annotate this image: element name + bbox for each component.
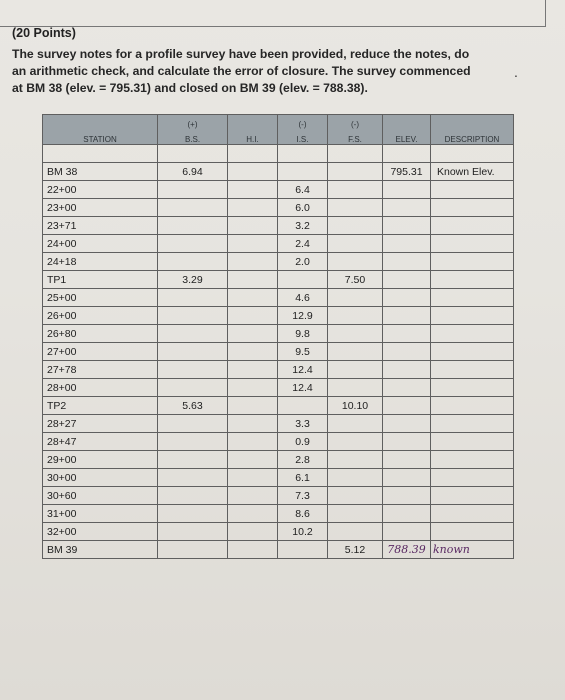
cell-station: 27+00	[43, 343, 158, 361]
cell-hi	[228, 253, 278, 271]
cell-is: 9.5	[278, 343, 328, 361]
cell-desc	[431, 433, 514, 451]
cell-bs	[158, 433, 228, 451]
cell-station: 28+47	[43, 433, 158, 451]
cell-station: 28+27	[43, 415, 158, 433]
handwritten-elev: 788.39	[383, 541, 431, 559]
cell-fs: 5.12	[328, 541, 383, 559]
sign-bs: (+)	[158, 115, 228, 130]
cell-station: TP2	[43, 397, 158, 415]
col-header-is: I.S.	[278, 129, 328, 145]
table-row	[43, 343, 514, 361]
handwritten-desc: known	[431, 541, 514, 559]
table-row	[43, 217, 514, 235]
cell-bs	[158, 523, 228, 541]
cell-is: 6.1	[278, 469, 328, 487]
cell-fs	[328, 361, 383, 379]
table-row	[43, 415, 514, 433]
cell-desc	[431, 343, 514, 361]
cell-fs: 7.50	[328, 271, 383, 289]
cell-elev	[383, 415, 431, 433]
table-row	[43, 433, 514, 451]
cell-fs	[328, 379, 383, 397]
cell-desc	[431, 217, 514, 235]
cell-is: 3.2	[278, 217, 328, 235]
cell-fs	[328, 505, 383, 523]
cell-elev	[383, 379, 431, 397]
cell-hi	[228, 199, 278, 217]
cell-desc	[431, 199, 514, 217]
cell-station: 22+00	[43, 181, 158, 199]
cell-fs	[328, 217, 383, 235]
cell-is: 10.2	[278, 523, 328, 541]
sign-desc	[431, 115, 514, 130]
table-row	[43, 397, 514, 415]
table-row	[43, 289, 514, 307]
cell-station: 31+00	[43, 505, 158, 523]
cell-elev	[383, 505, 431, 523]
cell-fs	[328, 469, 383, 487]
cell-hi	[228, 163, 278, 181]
cell-elev	[383, 451, 431, 469]
cell-hi	[228, 541, 278, 559]
cell-station: 23+71	[43, 217, 158, 235]
cell-station: BM 38	[43, 163, 158, 181]
cell-station: 28+00	[43, 379, 158, 397]
cell-is: 6.0	[278, 199, 328, 217]
sign-station	[43, 115, 158, 130]
cell-desc	[431, 397, 514, 415]
cell-desc	[431, 487, 514, 505]
cell-is: 8.6	[278, 505, 328, 523]
table-row	[43, 163, 514, 181]
table-row	[43, 181, 514, 199]
cell-station: 30+60	[43, 487, 158, 505]
cell-bs	[158, 199, 228, 217]
cell-is	[278, 541, 328, 559]
cell-elev	[383, 523, 431, 541]
cell-elev	[383, 307, 431, 325]
cell-station: 24+18	[43, 253, 158, 271]
cell-fs	[328, 451, 383, 469]
cell-hi	[228, 217, 278, 235]
column-header-row	[43, 129, 514, 145]
cell-station: BM 39	[43, 541, 158, 559]
cell-desc	[431, 253, 514, 271]
cell-desc	[431, 451, 514, 469]
cell-fs	[328, 163, 383, 181]
cell-hi	[228, 487, 278, 505]
table-row	[43, 307, 514, 325]
cell-elev	[383, 253, 431, 271]
cell-elev	[383, 487, 431, 505]
cell-desc	[431, 181, 514, 199]
cell-hi	[228, 361, 278, 379]
cell-bs	[158, 289, 228, 307]
col-header-elev: ELEV.	[383, 129, 431, 145]
cell-hi	[228, 433, 278, 451]
cell-fs	[328, 433, 383, 451]
cell-station: 29+00	[43, 451, 158, 469]
cell-bs	[158, 487, 228, 505]
col-header-station: STATION	[43, 129, 158, 145]
cell-elev	[383, 397, 431, 415]
cell-station: 30+00	[43, 469, 158, 487]
cell-fs	[328, 487, 383, 505]
cell-desc	[431, 469, 514, 487]
cell-bs	[158, 469, 228, 487]
cell-station: 23+00	[43, 199, 158, 217]
cell-is: 0.9	[278, 433, 328, 451]
cell-hi	[228, 343, 278, 361]
col-header-hi: H.I.	[228, 129, 278, 145]
cell-bs	[158, 361, 228, 379]
cell-bs	[158, 541, 228, 559]
cell-hi	[228, 523, 278, 541]
cell-hi	[228, 325, 278, 343]
cell-elev	[383, 469, 431, 487]
cell-fs	[328, 415, 383, 433]
cell-station: 26+00	[43, 307, 158, 325]
cell-desc	[431, 325, 514, 343]
cell-elev	[383, 181, 431, 199]
table-row	[43, 379, 514, 397]
cell-fs	[328, 523, 383, 541]
table-row	[43, 469, 514, 487]
question-line: The survey notes for a profile survey have been provided, reduce the notes, do	[12, 47, 470, 61]
cell-desc	[431, 289, 514, 307]
cell-bs	[158, 325, 228, 343]
cell-is: 12.4	[278, 361, 328, 379]
cell-station: TP1	[43, 271, 158, 289]
cell-bs	[158, 217, 228, 235]
cell-is: 2.0	[278, 253, 328, 271]
question-line: at BM 38 (elev. = 795.31) and closed on BM 39 (elev. = 788.38).	[12, 81, 368, 95]
cell-desc	[431, 505, 514, 523]
cell-bs	[158, 343, 228, 361]
cell-fs	[328, 307, 383, 325]
col-header-desc: DESCRIPTION	[431, 129, 514, 145]
cell-is: 7.3	[278, 487, 328, 505]
spacer-row	[43, 145, 514, 163]
cell-hi	[228, 307, 278, 325]
cell-bs	[158, 415, 228, 433]
cell-station: 26+80	[43, 325, 158, 343]
cell-bs	[158, 181, 228, 199]
cell-fs	[328, 325, 383, 343]
sign-is: (-)	[278, 115, 328, 130]
cell-hi	[228, 235, 278, 253]
table-row	[43, 271, 514, 289]
cell-elev	[383, 325, 431, 343]
cell-station: 27+78	[43, 361, 158, 379]
cell-hi	[228, 181, 278, 199]
table-row	[43, 361, 514, 379]
cell-hi	[228, 271, 278, 289]
cell-is: 4.6	[278, 289, 328, 307]
cell-bs	[158, 451, 228, 469]
cell-is: 6.4	[278, 181, 328, 199]
question-text	[12, 46, 532, 97]
table-row	[43, 199, 514, 217]
cell-fs	[328, 253, 383, 271]
cell-is	[278, 163, 328, 181]
cell-fs	[328, 289, 383, 307]
cell-fs	[328, 181, 383, 199]
cell-fs	[328, 199, 383, 217]
cell-fs	[328, 235, 383, 253]
col-header-bs: B.S.	[158, 129, 228, 145]
cell-hi	[228, 397, 278, 415]
cell-hi	[228, 379, 278, 397]
cell-elev	[383, 289, 431, 307]
cell-is: 12.4	[278, 379, 328, 397]
cell-hi	[228, 505, 278, 523]
cell-elev	[383, 217, 431, 235]
cell-desc: Known Elev.	[431, 163, 514, 181]
cell-elev	[383, 271, 431, 289]
table-row	[43, 235, 514, 253]
cell-is: 2.8	[278, 451, 328, 469]
cell-bs: 5.63	[158, 397, 228, 415]
cell-desc	[431, 271, 514, 289]
cell-elev: 795.31	[383, 163, 431, 181]
cell-is	[278, 271, 328, 289]
stray-mark: .	[514, 64, 518, 80]
sign-fs: (-)	[328, 115, 383, 130]
cell-desc	[431, 235, 514, 253]
cell-fs: 10.10	[328, 397, 383, 415]
cell-fs	[328, 343, 383, 361]
cell-elev	[383, 199, 431, 217]
survey-notes-table	[42, 114, 514, 559]
cell-hi	[228, 289, 278, 307]
cell-bs	[158, 253, 228, 271]
table-row	[43, 523, 514, 541]
cell-is: 2.4	[278, 235, 328, 253]
cell-hi	[228, 451, 278, 469]
col-header-fs: F.S.	[328, 129, 383, 145]
cell-elev	[383, 361, 431, 379]
cell-bs	[158, 235, 228, 253]
table-row	[43, 253, 514, 271]
cell-desc	[431, 307, 514, 325]
question-points: (20 Points)	[12, 26, 76, 40]
table-row	[43, 505, 514, 523]
cell-elev	[383, 433, 431, 451]
cell-bs: 3.29	[158, 271, 228, 289]
cell-hi	[228, 415, 278, 433]
cell-bs: 6.94	[158, 163, 228, 181]
cell-bs	[158, 307, 228, 325]
cell-is: 12.9	[278, 307, 328, 325]
cell-elev	[383, 235, 431, 253]
cell-is	[278, 397, 328, 415]
cell-station: 25+00	[43, 289, 158, 307]
cell-desc	[431, 415, 514, 433]
cell-is: 3.3	[278, 415, 328, 433]
cell-desc	[431, 361, 514, 379]
cell-bs	[158, 505, 228, 523]
question-line: an arithmetic check, and calculate the error of closure. The survey commenced	[12, 64, 471, 78]
sign-elev	[383, 115, 431, 130]
table-row	[43, 325, 514, 343]
sign-hi	[228, 115, 278, 130]
table-row	[43, 487, 514, 505]
previous-question-box	[0, 0, 546, 27]
sign-header-row	[43, 115, 514, 130]
cell-elev	[383, 343, 431, 361]
cell-hi	[228, 469, 278, 487]
cell-bs	[158, 379, 228, 397]
cell-station: 24+00	[43, 235, 158, 253]
cell-station: 32+00	[43, 523, 158, 541]
table-row	[43, 451, 514, 469]
table-row	[43, 541, 514, 559]
cell-is: 9.8	[278, 325, 328, 343]
cell-desc	[431, 523, 514, 541]
cell-desc	[431, 379, 514, 397]
